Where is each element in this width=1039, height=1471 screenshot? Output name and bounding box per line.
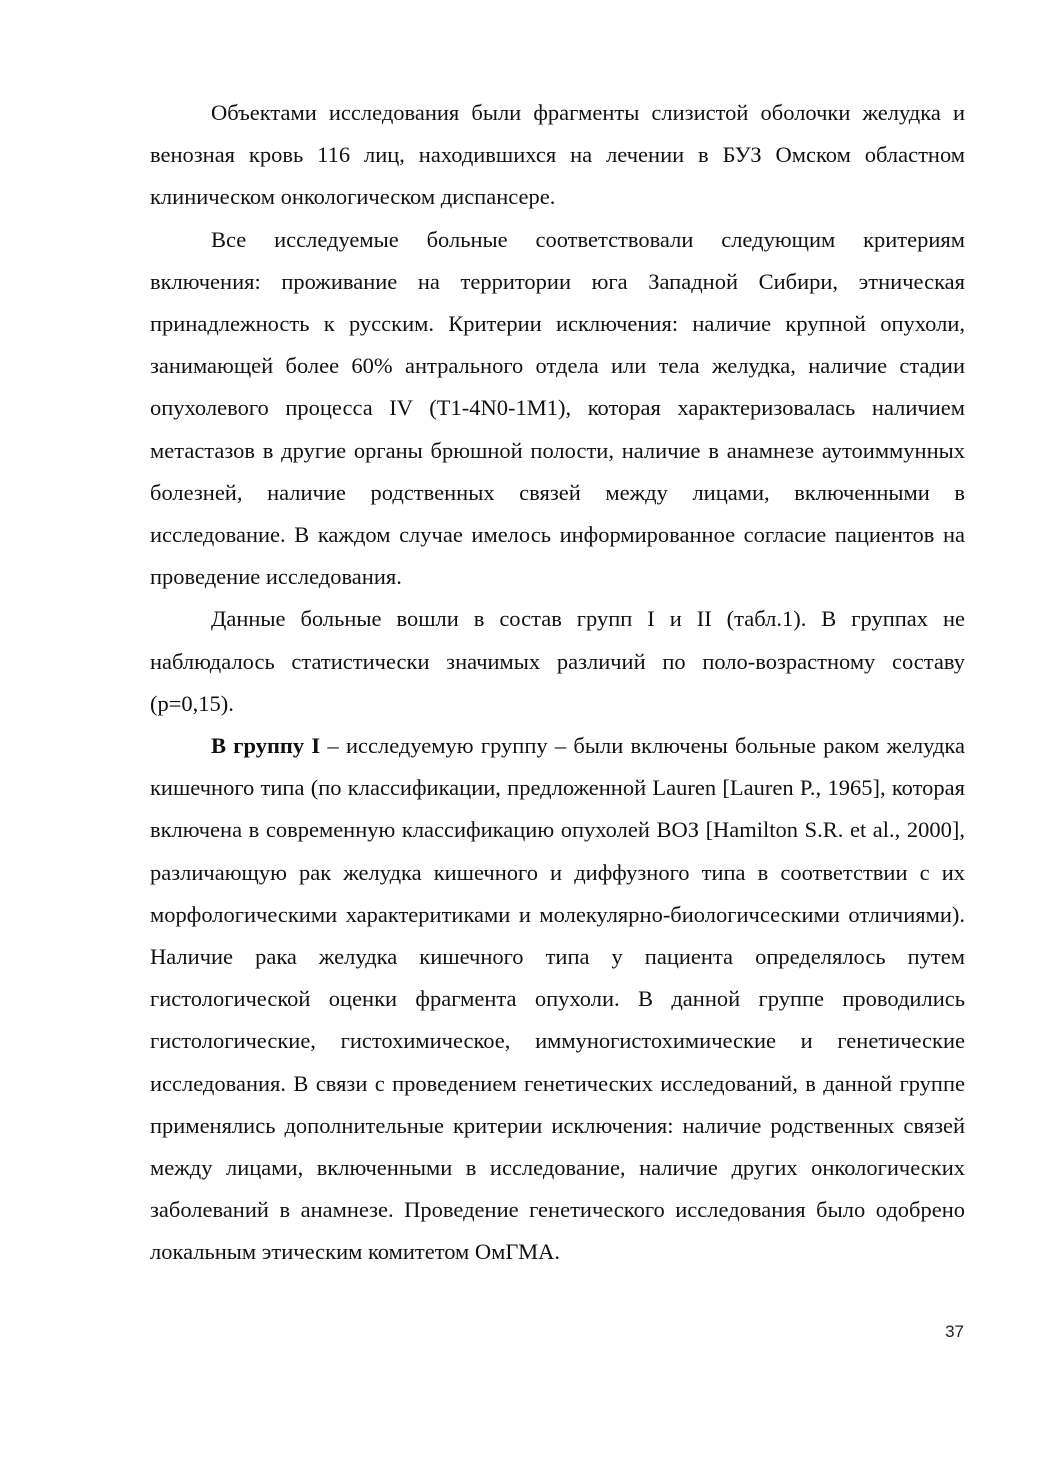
body-text <box>150 92 965 1274</box>
paragraph-text: Объектами исследования были фрагменты слизистой оболочки желудка и венозная кровь 116 лиц, находившихся на лечении в БУЗ Омском областном клиническом онкологическом диспансере. <box>150 100 965 210</box>
paragraph-inclusion-criteria <box>150 219 965 599</box>
paragraph-bold-lead: В группу I <box>211 733 321 759</box>
paragraph-text: Данные больные вошли в состав групп I и II (табл.1). В группах не наблюдалось статистически значимых различий по поло-возрастному составу (р=0,15). <box>150 606 965 716</box>
paragraph-text: – исследуемую группу – были включены больные раком желудка кишечного типа (по классификации, предложенной Lauren [Lauren P., 1965], которая включена в современную классификацию опухолей ВОЗ [Hamilton S.R. et al., 2000], различающую рак желудка кишечного и диффузного типа в соответствии с их морфологическими характеритиками и молекулярно-биологичсескими отличиями). Наличие рака желудка кишечного типа у пациента определялось путем гистологической оценки фрагмента опухоли. В данной группе проводились гистологические, гистохимическое, иммуногистохимические и генетические исследования. В связи с проведением генетических исследований, в данной группе применялись дополнительные критерии исключения: наличие родственных связей между лицами, включенными в исследование, наличие других онкологических заболеваний в анамнезе. Проведение генетического исследования было одобрено локальным этическим комитетом ОмГМА. <box>150 733 965 1265</box>
paragraph-study-objects <box>150 92 965 219</box>
paragraph-group-one <box>150 725 965 1274</box>
page-number: 37 <box>945 1322 964 1341</box>
paragraph-groups <box>150 598 965 725</box>
paragraph-text: Все исследуемые больные соответствовали следующим критериям включения: проживание на территории юга Западной Сибири, этническая принадлежность к русским. Критерии исключения: наличие крупной опухоли, занимающей более 60% антрального отдела или тела желудка, наличие стадии опухолевого процесса IV (T1-4N0-1M1), которая характеризовалась наличием метастазов в другие органы брюшной полости, наличие в анамнезе аутоиммунных болезней, наличие родственных связей между лицами, включенными в исследование. В каждом случае имелось информированное согласие пациентов на проведение исследования. <box>150 226 965 590</box>
